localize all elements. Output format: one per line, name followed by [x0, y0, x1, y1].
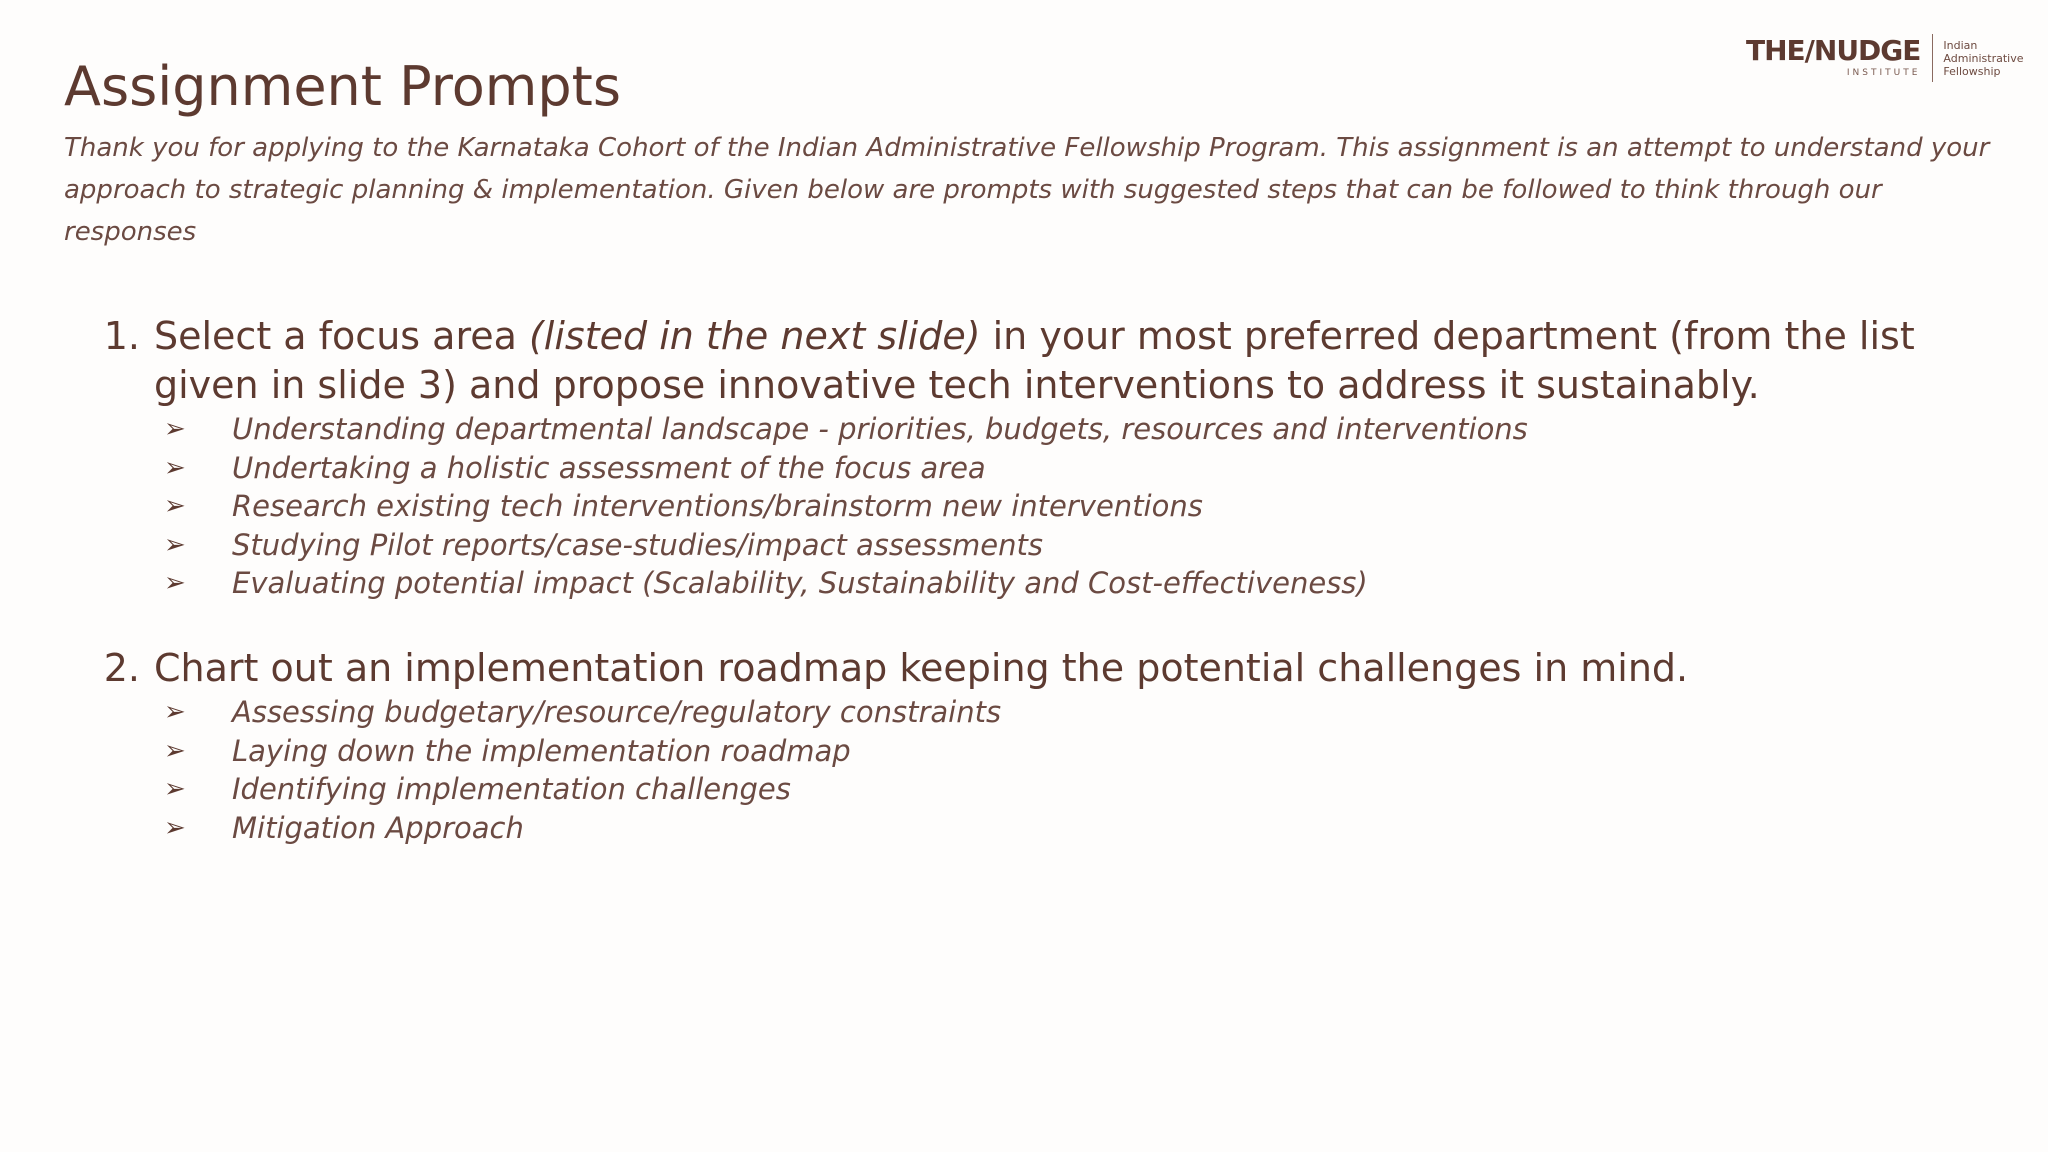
arrowhead-bullet-icon: ➢ — [164, 529, 186, 560]
step-item — [164, 564, 1980, 603]
nudge-institute-logo — [1746, 34, 2024, 82]
prompt-text: Chart out an implementation roadmap keeping the potential challenges in mind. — [154, 646, 1689, 690]
step-text: Mitigation Approach — [232, 810, 524, 845]
arrowhead-bullet-icon: ➢ — [164, 452, 186, 483]
logo-fellowship-line: Indian — [1943, 38, 1978, 52]
step-text: Undertaking a holistic assessment of the focus area — [232, 450, 986, 485]
step-item — [164, 449, 1980, 488]
step-text: Laying down the implementation roadmap — [232, 733, 851, 768]
step-item — [164, 487, 1980, 526]
logo-wordmark — [1746, 34, 1921, 79]
logo-name: THE/NUDGE — [1746, 34, 1921, 67]
step-item — [164, 693, 1980, 732]
step-item — [164, 809, 1980, 848]
arrowhead-bullet-icon: ➢ — [164, 735, 186, 766]
arrowhead-bullet-icon: ➢ — [164, 812, 186, 843]
logo-fellowship-line: Fellowship — [1943, 64, 2001, 78]
prompt-number: 2. — [103, 646, 140, 690]
logo-fellowship-line: Administrative — [1943, 51, 2024, 65]
prompt-2-steps — [80, 693, 1980, 847]
prompt-text: Select a focus area — [154, 314, 529, 358]
step-item — [164, 732, 1980, 771]
step-text: Research existing tech interventions/brainstorm new interventions — [232, 489, 1203, 523]
step-item — [164, 410, 1980, 449]
prompt-2 — [80, 644, 1980, 847]
step-item — [164, 770, 1980, 809]
logo-subtitle: INSTITUTE — [1846, 68, 1921, 78]
arrowhead-bullet-icon: ➢ — [164, 697, 186, 727]
logo-divider — [1932, 34, 1933, 82]
prompt-number: 1. — [103, 314, 140, 358]
step-text: Assessing budgetary/resource/regulatory constraints — [232, 695, 1002, 729]
prompt-text-italic: (listed in the next slide) — [528, 314, 981, 358]
intro-paragraph: Thank you for applying to the Karnataka Cohort of the Indian Administrative Fellowship Program. This assignment is an attempt to understand your approach to strategic planning & implementation. Given below are prompts with suggested steps that can be followed to think through our responses — [64, 133, 1990, 247]
step-item — [164, 526, 1980, 565]
prompt-1-steps — [80, 410, 1980, 603]
step-text: Understanding departmental landscape - priorities, budgets, resources and interventions — [232, 412, 1528, 446]
prompt-2-heading — [80, 644, 1980, 693]
step-text: Identifying implementation challenges — [232, 772, 791, 806]
slide-title: Assignment Prompts — [64, 55, 621, 118]
prompt-1 — [80, 312, 1980, 603]
arrowhead-bullet-icon: ➢ — [164, 491, 186, 521]
step-text: Evaluating potential impact (Scalability, Sustainability and Cost-effectiveness) — [232, 566, 1368, 600]
arrowhead-bullet-icon: ➢ — [164, 774, 186, 804]
arrowhead-bullet-icon: ➢ — [164, 414, 186, 444]
prompt-text: in your most preferred department (from the list given in slide 3) and propose innovative tech interventions to address it sustainably. — [154, 314, 1915, 407]
logo-fellowship-text — [1943, 39, 2023, 78]
prompt-1-heading — [80, 312, 1980, 410]
step-text: Studying Pilot reports/case-studies/impact assessments — [232, 527, 1044, 562]
arrowhead-bullet-icon: ➢ — [164, 568, 186, 598]
